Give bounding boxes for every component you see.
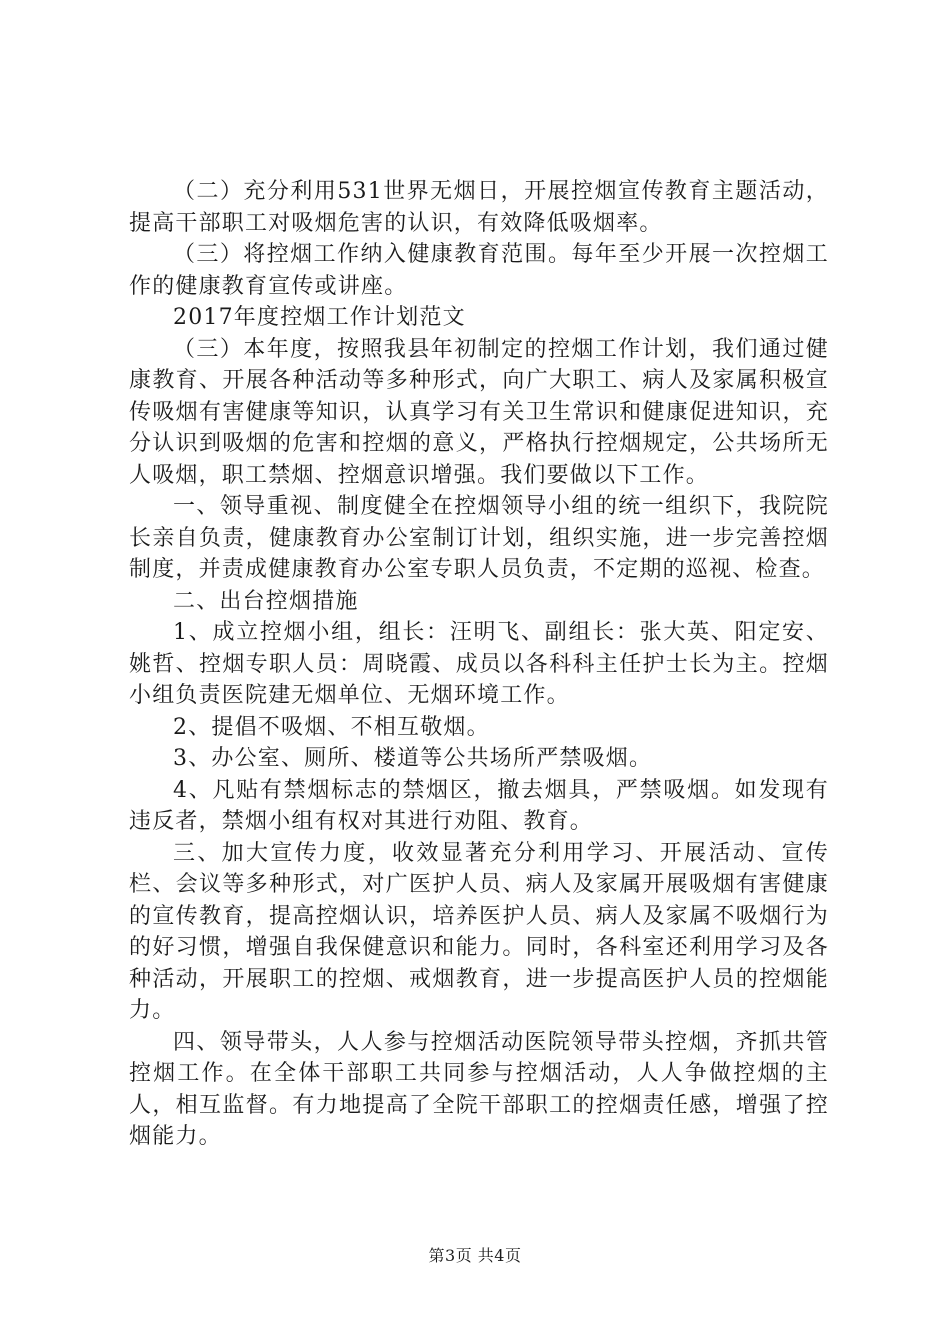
page-footer: 第3页 共4页 [428,1246,522,1265]
paragraph: 1、成立控烟小组，组长：汪明飞、副组长：张大英、阳定安、姚哲、控烟专职人员：周晓霞、成员以各科科主任护士长为主。控烟小组负责医院建无烟单位、无烟环境工作。 [129,620,829,708]
paragraph: 3、办公室、厕所、楼道等公共场所严禁吸烟。 [173,746,653,771]
paragraph: 三、加大宣传力度，收效显著充分利用学习、开展活动、宣传栏、会议等多种形式，对广医护人员、病人及家属开展吸烟有害健康的宣传教育，提高控烟认识，培养医护人员、病人及家属不吸烟行为的好习惯，增强自我保健意识和能力。同时，各科室还利用学习及各种活动，开展职工的控烟、戒烟教育，进一步提高医护人员的控烟能力。 [129,840,829,1023]
paragraph: （二）充分利用531世界无烟日，开展控烟宣传教育主题活动，提高干部职工对吸烟危害的认识，有效降低吸烟率。 [129,179,829,236]
paragraph: 四、领导带头，人人参与控烟活动医院领导带头控烟，齐抓共管控烟工作。在全体干部职工共同参与控烟活动，人人争做控烟的主人，相互监督。有力地提高了全院干部职工的控烟责任感，增强了控烟能力。 [129,1029,829,1149]
section-title: 2017年度控烟工作计划范文 [173,305,466,330]
document-body [129,176,829,1153]
paragraph: 4、凡贴有禁烟标志的禁烟区，撤去烟具，严禁吸烟。如发现有违反者，禁烟小组有权对其进行劝阻、教育。 [129,777,829,834]
paragraph: （三）将控烟工作纳入健康教育范围。每年至少开展一次控烟工作的健康教育宣传或讲座。 [129,242,829,299]
paragraph: 二、出台控烟措施 [173,588,359,614]
paragraph: 2、提倡不吸烟、不相互敬烟。 [173,714,490,740]
paragraph: （三）本年度，按照我县年初制定的控烟工作计划，我们通过健康教育、开展各种活动等多种形式，向广大职工、病人及家属积极宣传吸烟有害健康等知识，认真学习有关卫生常识和健康促进知识，充分认识到吸烟的危害和控烟的意义，严格执行控烟规定，公共场所无人吸烟，职工禁烟、控烟意识增强。我们要做以下工作。 [129,336,829,488]
paragraph: 一、领导重视、制度健全在控烟领导小组的统一组织下，我院院长亲自负责，健康教育办公室制订计划，组织实施，进一步完善控烟制度，并责成健康教育办公室专职人员负责，不定期的巡视、检查。 [129,494,829,582]
